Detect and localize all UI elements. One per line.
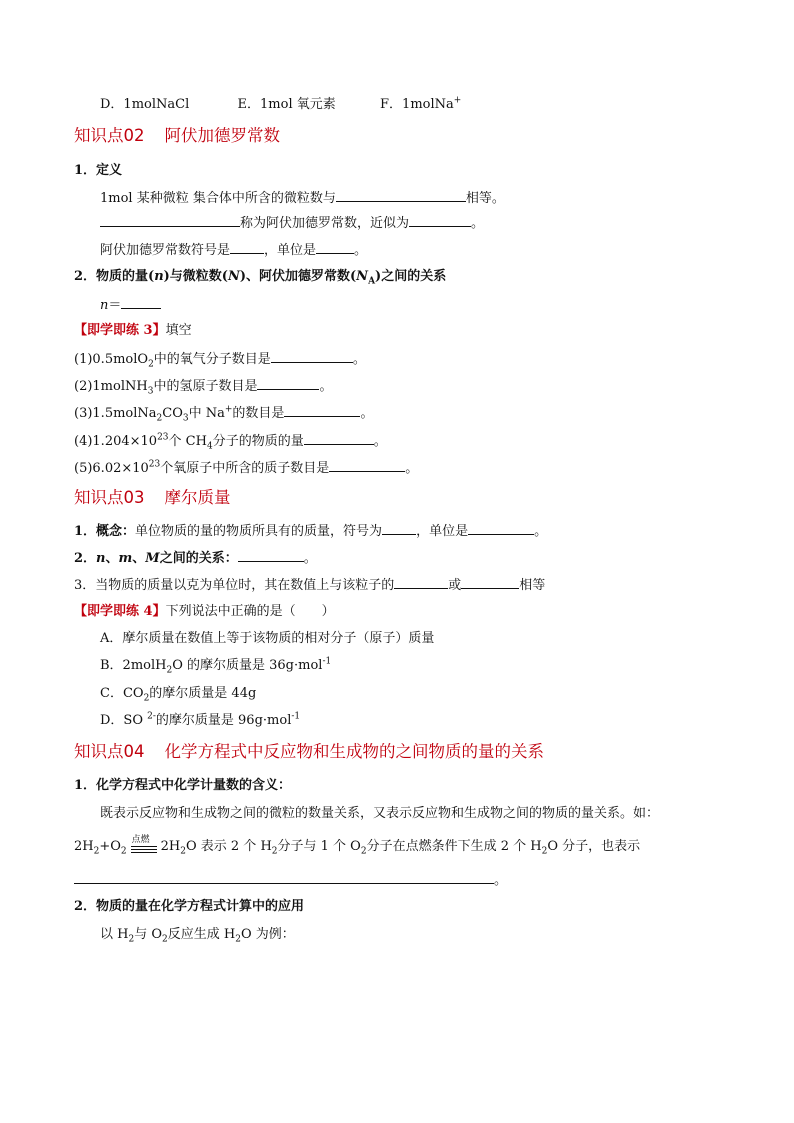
option-e: E．1mol 氧元素 bbox=[237, 97, 336, 112]
definition-line-3: 阿伏加德罗常数符号是 ，单位是 。 bbox=[100, 243, 368, 258]
heading-coefficient-meaning: 1．化学方程式中化学计量数的含义： bbox=[74, 778, 292, 793]
blank bbox=[74, 871, 494, 884]
heading-application: 2．物质的量在化学方程式计算中的应用 bbox=[74, 899, 305, 914]
example-intro: 以 $H_2$与 $O_2$反应生成 $H_2O$ 为例： bbox=[100, 927, 295, 945]
numeric-equal-line: 3．当物质的质量以克为单位时，其在数值上与该粒子的 或 相等 bbox=[74, 578, 546, 593]
heading-definition: 1．定义 bbox=[74, 163, 123, 178]
question-4: $(4)1.204\times 10^{23}$个 $CH_4$分子的物质的量 。 bbox=[74, 432, 387, 452]
relationship-line: 2．n、m、M之间的关系： 。 bbox=[74, 551, 317, 566]
blank bbox=[336, 189, 466, 202]
blank bbox=[316, 241, 354, 254]
blank bbox=[461, 576, 519, 589]
section-title-04: 知识点04 化学方程式中反应物和生成物的之间物质的量的关系 bbox=[74, 742, 544, 761]
equation-line: $2H_2+O_2$ 点燃 $2H_2O$ 表示 2 个 $H_2$分子与 1 个 $O_2$分子在点燃条件下生成 2 个 $H_2O$ 分子，也表示 bbox=[74, 834, 641, 857]
section-title-02: 知识点02 阿伏加德罗常数 bbox=[74, 126, 280, 145]
blank bbox=[271, 350, 353, 363]
blank bbox=[394, 576, 448, 589]
blank bbox=[238, 549, 304, 562]
concept-line: 1．概念：单位物质的量的物质所具有的质量，符号为 ，单位是 。 bbox=[74, 524, 548, 539]
question-1: (1)0.5molO$_2$中的氧气分子数目是 。 bbox=[74, 352, 366, 370]
reaction-arrow: 点燃 bbox=[131, 840, 157, 854]
blank bbox=[284, 404, 360, 417]
question-5: $(5)6.02\times 10^{23}$个氧原子中所含的质子数目是 。 bbox=[74, 459, 419, 476]
coefficient-explanation: 既表示反应物和生成物之间的微粒的数量关系，又表示反应物和生成物之间的物质的量关系。如： bbox=[100, 806, 660, 821]
definition-line-1: 1mol 某种微粒 集合体中所含的微粒数与 相等。 bbox=[100, 191, 505, 206]
exercise-3-header: 【即学即练 3】填空 bbox=[74, 323, 192, 338]
blank bbox=[329, 459, 405, 472]
definition-line-2: 称为阿伏加德罗常数，近似为 。 bbox=[100, 214, 484, 233]
blank bbox=[100, 214, 240, 227]
blank bbox=[230, 241, 264, 254]
options-row-def bbox=[100, 96, 461, 114]
exercise-4-header: 【即学即练 4】下列说法中正确的是（ ） bbox=[74, 604, 335, 619]
n-formula: n＝ bbox=[100, 296, 161, 315]
question-2: (2)1molNH$_3$中的氢原子数目是 。 bbox=[74, 379, 333, 397]
exercise-4-option-c: C．$CO_2$的摩尔质量是 44g bbox=[100, 686, 257, 704]
exercise-4-option-b: B．2molH$_2$O 的摩尔质量是 36g·mol$^{-1}$ bbox=[100, 656, 332, 676]
option-d: D．1molNaCl bbox=[100, 97, 190, 112]
blank bbox=[409, 214, 471, 227]
blank bbox=[382, 522, 416, 535]
long-blank-line: 。 bbox=[74, 871, 507, 890]
option-f: F．1molNa+ bbox=[380, 95, 462, 112]
blank bbox=[468, 522, 534, 535]
blank bbox=[257, 377, 319, 390]
section-title-03: 知识点03 摩尔质量 bbox=[74, 488, 231, 507]
heading-relationship: 2．物质的量(n)与微粒数(N)、阿伏加德罗常数$(N_A)$之间的关系 bbox=[74, 269, 447, 287]
blank bbox=[121, 296, 161, 309]
blank bbox=[304, 432, 374, 445]
question-3: $(3)1.5molNa_2CO_3$中 Na+的数目是 。 bbox=[74, 404, 374, 424]
exercise-4-option-a: A．摩尔质量在数值上等于该物质的相对分子（原子）质量 bbox=[100, 631, 435, 646]
exercise-4-option-d: D．SO $^{2-}$的摩尔质量是 96g·mol$^{-1}$ bbox=[100, 711, 301, 728]
